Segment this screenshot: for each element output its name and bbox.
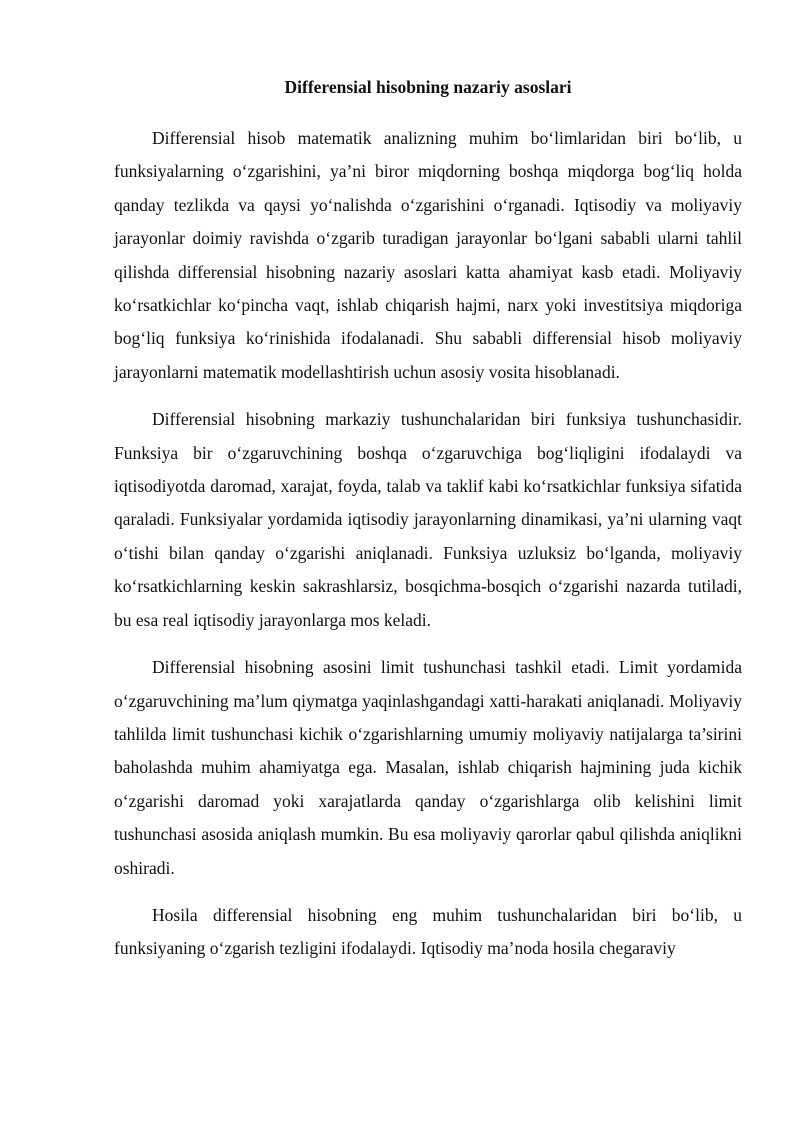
document-body: [114, 122, 742, 980]
paragraph-4: Hosila differensial hisobning eng muhim tushunchalaridan biri bo‘lib, u funksiyaning o‘zgarish tezligini ifodalaydi. Iqtisodiy ma’noda hosila chegaraviy: [114, 904, 742, 959]
paragraph-3: Differensial hisobning asosini limit tushunchasi tashkil etadi. Limit yordamida o‘zgaruvchining ma’lum qiymatga yaqinlashgandagi xatti-harakati aniqlanadi. Moliyaviy tahlilda limit tushunchasi kichik o‘zgarishlarning umumiy moliyaviy natijalarga ta’sirini baholashda muhim ahamiyatga ega. Masalan, ishlab chiqarish hajmining juda kichik o‘zgarishi daromad yoki xarajatlarda qanday o‘zgarishlarga olib kelishini limit tushunchasi asosida aniqlash mumkin. Bu esa moliyaviy qarorlar qabul qilishda aniqlikni oshiradi.: [114, 657, 742, 878]
paragraph-2: Differensial hisobning markaziy tushunchalaridan biri funksiya tushunchasidir. Funksiya bir o‘zgaruvchining boshqa o‘zgaruvchiga bog‘liqligini ifodalaydi va iqtisodiyotda daromad, xarajat, foyda, talab va taklif kabi ko‘rsatkichlar funksiya sifatida qaraladi. Funksiyalar yordamida iqtisodiy jarayonlarning dinamikasi, ya’ni ularning vaqt o‘tishi bilan qanday o‘zgarishi aniqlanadi. Funksiya uzluksiz bo‘lganda, moliyaviy ko‘rsatkichlarning keskin sakrashlarsiz, bosqichma-bosqich o‘zgarishi nazarda tutiladi, bu esa real iqtisodiy jarayonlarga mos keladi.: [114, 409, 742, 630]
paragraph-1: Differensial hisob matematik analizning muhim bo‘limlaridan biri bo‘lib, u funksiyalarning o‘zgarishini, ya’ni biror miqdorning boshqa miqdorga bog‘liq holda qanday tezlikda va qaysi yo‘nalishda o‘zgarishini o‘rganadi. Iqtisodiy va moliyaviy jarayonlar doimiy ravishda o‘zgarib turadigan jarayonlar bo‘lgani sababli ularni tahlil qilishda differensial hisobning nazariy asoslari katta ahamiyat kasb etadi. Moliyaviy ko‘rsatkichlar ko‘pincha vaqt, ishlab chiqarish hajmi, narx yoki investitsiya miqdoriga bog‘liq funksiya ko‘rinishida ifodalanadi. Shu sababli differensial hisob moliyaviy jarayonlarni matematik modellashtirish uchun asosiy vosita hisoblanadi.: [114, 128, 742, 382]
document-title: Differensial hisobning nazariy asoslari: [284, 77, 572, 97]
